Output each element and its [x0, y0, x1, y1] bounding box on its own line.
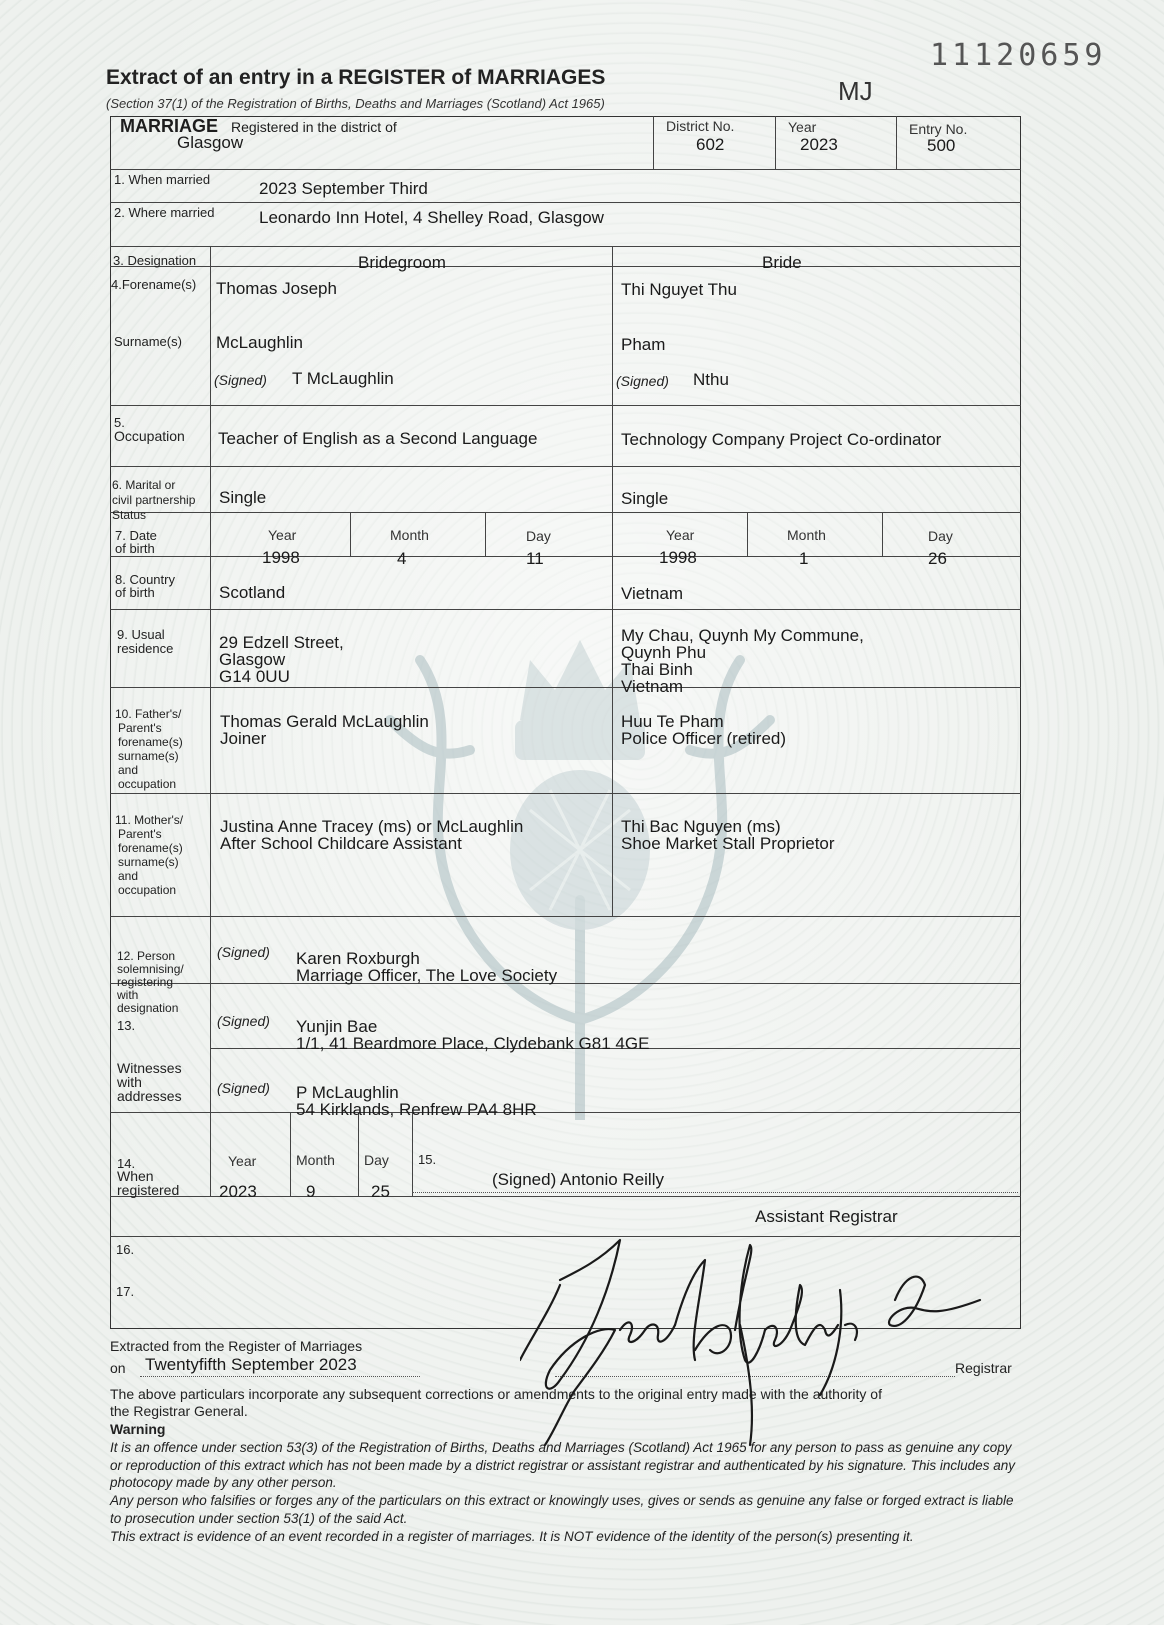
groom-designation: Bridegroom: [358, 253, 446, 272]
bride-designation: Bride: [762, 253, 802, 272]
when-registered-label-2: When: [117, 1168, 154, 1184]
witnesses-label-1: Witnesses: [117, 1060, 182, 1076]
groom-occupation: Teacher of English as a Second Language: [218, 429, 538, 448]
dob-label-2: of birth: [115, 541, 155, 556]
warning-paragraph-1: It is an offence under section 53(3) of the Registration of Births, Deaths and Marriages (Scotland) Act 1965 for any person to pass as genuine any copy or reproduction of this extract which has not been made by a district registrar or assistant registrar and authenticated by his signature. This includes any photocopy made by any other person.: [110, 1440, 1015, 1490]
officiant-designation: Marriage Officer, The Love Society: [296, 966, 558, 985]
groom-country: Scotland: [219, 583, 286, 602]
witness-2-signed-label: (Signed): [217, 1080, 270, 1096]
groom-mother-occupation: After School Childcare Assistant: [220, 834, 462, 853]
witness-1-address: 1/1, 41 Beardmore Place, Clydebank G81 4GE: [296, 1034, 650, 1053]
district-label: Registered in the district of: [231, 119, 397, 135]
registered-month: 9: [306, 1182, 316, 1201]
occupation-number: 5.: [114, 415, 125, 430]
district-value: Glasgow: [177, 133, 244, 152]
occupation-label: Occupation: [114, 428, 185, 444]
registrar-signature-line: (Signed) Antonio Reilly: [492, 1170, 664, 1189]
warning-paragraph-2: Any person who falsifies or forges any of the particulars on this extract or knowingly uses, gives or sends as genuine any false or forged extract is liable to prosecution under section 53(1) of the said Act.: [110, 1493, 1014, 1526]
mother-label-5: and: [118, 869, 139, 883]
extracted-line: Extracted from the Register of Marriages: [110, 1338, 363, 1354]
groom-birth-day: 11: [526, 549, 544, 568]
document-subtitle: (Section 37(1) of the Registration of Births, Deaths and Marriages (Scotland) Act 1965): [106, 96, 605, 111]
marital-label-3: Status: [112, 508, 147, 522]
where-married-label: 2. Where married: [114, 205, 215, 220]
marital-label-1: 6. Marital or: [112, 478, 176, 492]
extract-date: Twentyfifth September 2023: [145, 1355, 357, 1374]
bride-country: Vietnam: [621, 584, 684, 603]
groom-residence-2: Glasgow: [219, 650, 286, 669]
witnesses-label-3: addresses: [117, 1088, 182, 1104]
groom-birth-year: 1998: [262, 548, 300, 567]
solemnising-label-4: with: [117, 988, 139, 1002]
witness-1-name: Yunjin Bae: [296, 1017, 378, 1036]
bride-surname: Pham: [621, 335, 666, 354]
year-value: 2023: [800, 135, 838, 154]
father-label-1: 10. Father's/: [115, 707, 182, 721]
entry-no-label: Entry No.: [909, 121, 968, 137]
bride-residence-1: My Chau, Quynh My Commune,: [621, 626, 864, 645]
bride-father-name: Huu Te Pham: [621, 712, 724, 731]
marriage-label: MARRIAGE: [120, 116, 218, 136]
groom-mother-name: Justina Anne Tracey (ms) or McLaughlin: [220, 817, 524, 836]
when-registered-label-3: registered: [117, 1182, 180, 1198]
witnesses-number: 13.: [117, 1018, 136, 1033]
forenames-label: 4.Forename(s): [111, 277, 197, 292]
groom-signature: T McLaughlin: [292, 369, 394, 388]
bride-residence-4: Vietnam: [621, 677, 684, 696]
bride-residence-3: Thai Binh: [621, 660, 693, 679]
bride-birth-year: 1998: [659, 548, 697, 567]
father-label-4: surname(s): [118, 749, 179, 763]
mother-label-4: surname(s): [118, 855, 179, 869]
registered-day-header: Day: [364, 1152, 389, 1168]
district-no-value: 602: [696, 135, 725, 154]
country-label-2: of birth: [115, 585, 155, 600]
registrar-title: Assistant Registrar: [755, 1207, 898, 1226]
bride-month-header: Month: [787, 527, 826, 543]
particulars-line-1: The above particulars incorporate any subsequent corrections or amendments to the original entry made with the authority of: [110, 1386, 882, 1402]
marital-label-2: civil partnership: [112, 493, 196, 507]
groom-surname: McLaughlin: [216, 333, 303, 352]
groom-birth-month: 4: [397, 549, 407, 568]
groom-forenames: Thomas Joseph: [216, 279, 337, 298]
year-label: Year: [788, 119, 817, 135]
entry-no-value: 500: [927, 136, 956, 155]
bride-residence-2: Quynh Phu: [621, 643, 707, 662]
registered-month-header: Month: [296, 1152, 335, 1168]
document-title: Extract of an entry in a REGISTER of MARRIAGES: [106, 66, 606, 89]
extract-on-label: on: [110, 1360, 126, 1376]
witness-1-signed-label: (Signed): [217, 1013, 270, 1029]
groom-year-header: Year: [268, 527, 297, 543]
dob-label-1: 7. Date: [115, 528, 157, 543]
father-label-3: forename(s): [118, 735, 183, 749]
bride-mother-occupation: Shoe Market Stall Proprietor: [621, 834, 835, 853]
registered-day: 25: [371, 1182, 390, 1201]
groom-father-name: Thomas Gerald McLaughlin: [220, 712, 429, 731]
item-17-label: 17.: [116, 1284, 135, 1299]
handwritten-initials: MJ: [838, 76, 873, 106]
registrar-handwritten-signature: [520, 1230, 1000, 1450]
registered-year-header: Year: [228, 1153, 257, 1169]
bride-day-header: Day: [928, 528, 953, 544]
item-15-label: 15.: [418, 1152, 437, 1167]
registered-year: 2023: [219, 1182, 257, 1201]
mother-label-6: occupation: [118, 883, 177, 897]
district-no-label: District No.: [666, 118, 735, 134]
witnesses-label-2: with: [117, 1074, 142, 1090]
solemnising-label-2: solemnising/: [117, 962, 184, 976]
solemnising-label-1: 12. Person: [117, 949, 176, 963]
bride-mother-name: Thi Bac Nguyen (ms): [621, 817, 781, 836]
officiant-signed-label: (Signed): [217, 944, 270, 960]
groom-signed-label: (Signed): [214, 372, 267, 388]
groom-status: Single: [219, 488, 267, 507]
bride-forenames: Thi Nguyet Thu: [621, 280, 737, 299]
surnames-label: Surname(s): [114, 334, 182, 349]
groom-residence-1: 29 Edzell Street,: [219, 633, 344, 652]
father-label-2: Parent's: [118, 721, 162, 735]
designation-label: 3. Designation: [113, 253, 197, 268]
bride-signature: Nthu: [693, 370, 729, 389]
registrar-label: Registrar: [955, 1360, 1012, 1376]
when-married-value: 2023 September Third: [259, 179, 428, 198]
groom-father-occupation: Joiner: [220, 729, 267, 748]
witness-2-name: P McLaughlin: [296, 1083, 399, 1102]
bride-year-header: Year: [666, 527, 695, 543]
mother-label-1: 11. Mother's/: [115, 813, 184, 827]
when-married-label: 1. When married: [114, 172, 211, 187]
father-label-6: occupation: [118, 777, 177, 791]
bride-signed-label: (Signed): [616, 373, 669, 389]
warning-title: Warning: [110, 1421, 166, 1437]
solemnising-label-5: designation: [117, 1001, 179, 1015]
witness-2-address: 54 Kirklands, Renfrew PA4 8HR: [296, 1100, 537, 1119]
groom-residence-3: G14 0UU: [219, 667, 290, 686]
bride-father-occupation: Police Officer (retired): [621, 729, 787, 748]
warning-paragraph-3: This extract is evidence of an event recorded in a register of marriages. It is NOT evidence of the identity of the person(s) presenting it.: [110, 1529, 914, 1544]
father-label-5: and: [118, 763, 139, 777]
officiant-name: Karen Roxburgh: [296, 949, 420, 968]
serial-number: 11120659: [930, 38, 1107, 73]
bride-occupation: Technology Company Project Co-ordinator: [621, 430, 942, 449]
residence-label-1: 9. Usual: [117, 627, 165, 642]
when-registered-label-1: 14.: [117, 1156, 136, 1171]
where-married-value: Leonardo Inn Hotel, 4 Shelley Road, Glasgow: [259, 208, 604, 227]
mother-label-2: Parent's: [118, 827, 162, 841]
bride-status: Single: [621, 489, 669, 508]
groom-month-header: Month: [390, 527, 429, 543]
item-16-label: 16.: [116, 1242, 135, 1257]
groom-day-header: Day: [526, 528, 551, 544]
bride-birth-month: 1: [799, 549, 809, 568]
country-label-1: 8. Country: [115, 572, 175, 587]
bride-birth-day: 26: [928, 549, 947, 568]
particulars-line-2: the Registrar General.: [110, 1403, 248, 1419]
residence-label-2: residence: [117, 641, 174, 656]
solemnising-label-3: registering: [117, 975, 174, 989]
mother-label-3: forename(s): [118, 841, 183, 855]
